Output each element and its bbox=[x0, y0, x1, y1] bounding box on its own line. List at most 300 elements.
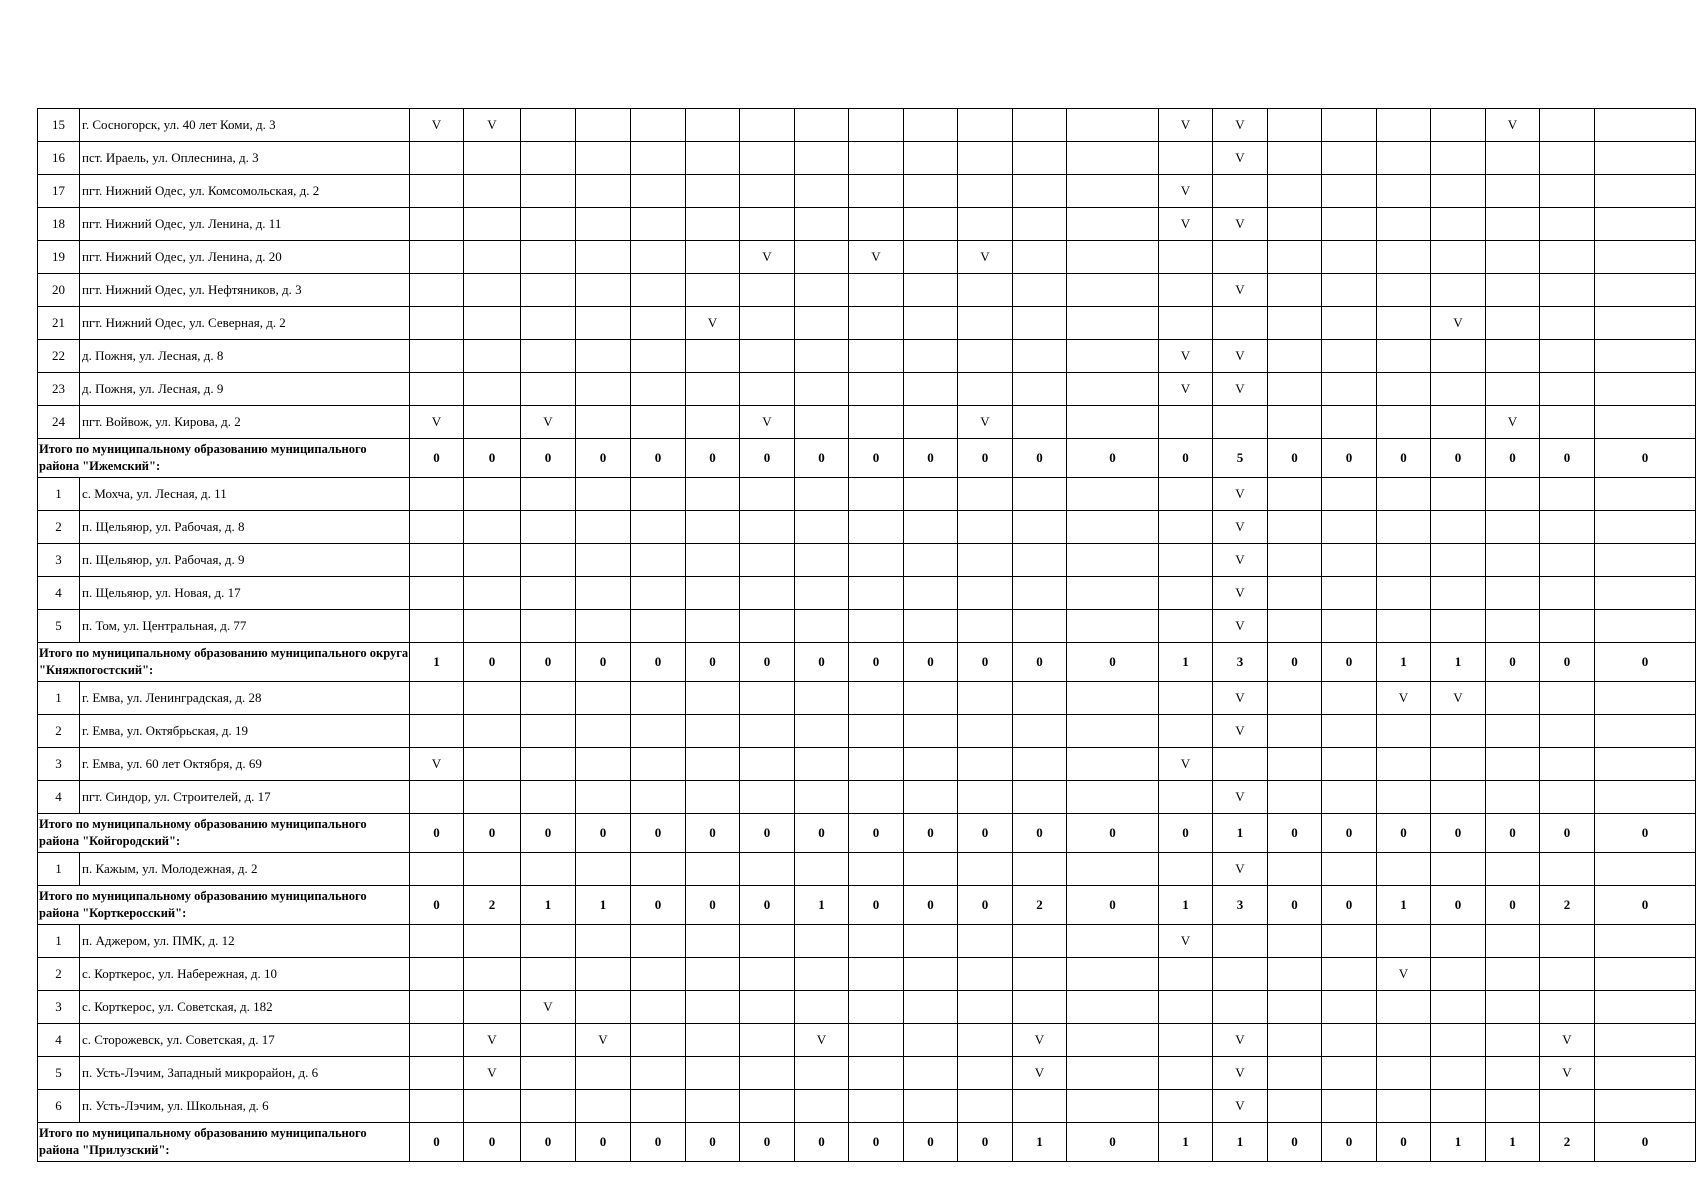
mark-cell bbox=[1159, 781, 1213, 814]
mark-cell bbox=[1159, 610, 1213, 643]
mark-cell bbox=[1013, 544, 1067, 577]
mark-cell bbox=[1159, 715, 1213, 748]
mark-cell bbox=[1213, 175, 1268, 208]
mark-cell bbox=[1540, 781, 1595, 814]
total-value-cell: 0 bbox=[521, 1123, 576, 1162]
mark-cell bbox=[849, 109, 904, 142]
mark-cell: V bbox=[576, 1024, 631, 1057]
mark-cell bbox=[795, 925, 849, 958]
row-number: 20 bbox=[38, 274, 80, 307]
mark-cell bbox=[1268, 610, 1322, 643]
mark-cell bbox=[1595, 577, 1696, 610]
mark-cell bbox=[1431, 610, 1486, 643]
table-row bbox=[38, 925, 1696, 958]
mark-cell bbox=[576, 610, 631, 643]
mark-cell bbox=[1431, 373, 1486, 406]
mark-cell bbox=[410, 307, 464, 340]
mark-cell: V bbox=[958, 406, 1013, 439]
mark-cell bbox=[1377, 1024, 1431, 1057]
mark-cell bbox=[1431, 142, 1486, 175]
total-value-cell: 0 bbox=[1013, 439, 1067, 478]
address-cell: п. Усть-Лэчим, Западный микрорайон, д. 6 bbox=[80, 1057, 410, 1090]
mark-cell bbox=[1067, 241, 1159, 274]
mark-cell bbox=[1322, 1057, 1377, 1090]
mark-cell bbox=[1159, 1024, 1213, 1057]
mark-cell bbox=[631, 991, 686, 1024]
mark-cell bbox=[958, 610, 1013, 643]
mark-cell bbox=[1431, 544, 1486, 577]
mark-cell bbox=[464, 274, 521, 307]
mark-cell bbox=[1013, 208, 1067, 241]
mark-cell bbox=[1322, 307, 1377, 340]
row-number: 3 bbox=[38, 991, 80, 1024]
mark-cell bbox=[1595, 748, 1696, 781]
mark-cell bbox=[795, 142, 849, 175]
mark-cell bbox=[1595, 853, 1696, 886]
mark-cell bbox=[464, 715, 521, 748]
total-value-cell: 0 bbox=[1268, 643, 1322, 682]
mark-cell bbox=[1377, 544, 1431, 577]
total-label: Итого по муниципальному образованию муниципального округа "Княжпогостский": bbox=[38, 643, 410, 682]
mark-cell bbox=[958, 208, 1013, 241]
mark-cell bbox=[1595, 682, 1696, 715]
total-value-cell: 3 bbox=[1213, 643, 1268, 682]
mark-cell bbox=[1377, 175, 1431, 208]
table-row bbox=[38, 544, 1696, 577]
mark-cell bbox=[1322, 781, 1377, 814]
mark-cell bbox=[795, 406, 849, 439]
table-row bbox=[38, 958, 1696, 991]
total-value-cell: 0 bbox=[686, 439, 740, 478]
mark-cell bbox=[576, 715, 631, 748]
mark-cell bbox=[464, 142, 521, 175]
mark-cell bbox=[410, 781, 464, 814]
mark-cell: V bbox=[1159, 373, 1213, 406]
mark-cell: V bbox=[1213, 781, 1268, 814]
mark-cell bbox=[1268, 682, 1322, 715]
mark-cell bbox=[1377, 241, 1431, 274]
total-value-cell: 3 bbox=[1213, 886, 1268, 925]
mark-cell bbox=[1268, 925, 1322, 958]
total-value-cell: 0 bbox=[576, 814, 631, 853]
mark-cell bbox=[1377, 478, 1431, 511]
mark-cell bbox=[1431, 274, 1486, 307]
total-value-cell: 0 bbox=[1595, 886, 1696, 925]
mark-cell bbox=[1067, 1024, 1159, 1057]
mark-cell bbox=[686, 340, 740, 373]
mark-cell bbox=[740, 142, 795, 175]
mark-cell bbox=[904, 307, 958, 340]
total-value-cell: 0 bbox=[521, 439, 576, 478]
mark-cell bbox=[1013, 142, 1067, 175]
total-value-cell: 0 bbox=[686, 1123, 740, 1162]
total-value-cell: 0 bbox=[1159, 814, 1213, 853]
table-row bbox=[38, 406, 1696, 439]
mark-cell bbox=[464, 958, 521, 991]
mark-cell bbox=[686, 511, 740, 544]
mark-cell bbox=[1431, 340, 1486, 373]
mark-cell bbox=[1067, 991, 1159, 1024]
mark-cell bbox=[576, 748, 631, 781]
mark-cell: V bbox=[1540, 1057, 1595, 1090]
total-value-cell: 0 bbox=[1540, 643, 1595, 682]
mark-cell bbox=[576, 1057, 631, 1090]
total-value-cell: 0 bbox=[576, 439, 631, 478]
mark-cell bbox=[521, 715, 576, 748]
mark-cell bbox=[849, 175, 904, 208]
total-value-cell: 0 bbox=[1268, 814, 1322, 853]
total-value-cell: 0 bbox=[1486, 886, 1540, 925]
mark-cell bbox=[1486, 142, 1540, 175]
mark-cell bbox=[904, 544, 958, 577]
mark-cell bbox=[521, 958, 576, 991]
total-value-cell: 0 bbox=[740, 1123, 795, 1162]
mark-cell bbox=[1431, 853, 1486, 886]
mark-cell bbox=[521, 577, 576, 610]
mark-cell bbox=[1540, 109, 1595, 142]
mark-cell bbox=[464, 307, 521, 340]
total-value-cell: 0 bbox=[410, 886, 464, 925]
mark-cell bbox=[1431, 241, 1486, 274]
mark-cell bbox=[576, 991, 631, 1024]
mark-cell bbox=[576, 544, 631, 577]
address-cell: д. Пожня, ул. Лесная, д. 9 bbox=[80, 373, 410, 406]
mark-cell bbox=[849, 958, 904, 991]
mark-cell bbox=[740, 715, 795, 748]
address-cell: с. Корткерос, ул. Советская, д. 182 bbox=[80, 991, 410, 1024]
address-cell: пгт. Нижний Одес, ул. Комсомольская, д. 2 bbox=[80, 175, 410, 208]
mark-cell bbox=[1486, 610, 1540, 643]
address-cell: г. Сосногорск, ул. 40 лет Коми, д. 3 bbox=[80, 109, 410, 142]
mark-cell bbox=[904, 142, 958, 175]
row-number: 2 bbox=[38, 511, 80, 544]
mark-cell: V bbox=[1159, 109, 1213, 142]
total-value-cell: 1 bbox=[521, 886, 576, 925]
mark-cell bbox=[631, 544, 686, 577]
mark-cell bbox=[849, 715, 904, 748]
mark-cell: V bbox=[795, 1024, 849, 1057]
total-value-cell: 0 bbox=[849, 886, 904, 925]
mark-cell bbox=[410, 478, 464, 511]
mark-cell bbox=[1067, 781, 1159, 814]
mark-cell bbox=[686, 241, 740, 274]
total-value-cell: 0 bbox=[1067, 814, 1159, 853]
mark-cell bbox=[686, 373, 740, 406]
total-value-cell: 0 bbox=[464, 1123, 521, 1162]
mark-cell: V bbox=[1213, 274, 1268, 307]
mark-cell bbox=[576, 1090, 631, 1123]
mark-cell bbox=[904, 682, 958, 715]
mark-cell: V bbox=[1159, 208, 1213, 241]
mark-cell bbox=[740, 1090, 795, 1123]
mark-cell bbox=[1486, 340, 1540, 373]
total-value-cell: 0 bbox=[1431, 886, 1486, 925]
total-value-cell: 0 bbox=[1322, 439, 1377, 478]
row-number: 3 bbox=[38, 748, 80, 781]
mark-cell bbox=[521, 373, 576, 406]
row-number: 22 bbox=[38, 340, 80, 373]
mark-cell bbox=[1159, 991, 1213, 1024]
mark-cell bbox=[686, 274, 740, 307]
mark-cell bbox=[631, 853, 686, 886]
mark-cell bbox=[1540, 142, 1595, 175]
mark-cell bbox=[740, 478, 795, 511]
mark-cell bbox=[1486, 715, 1540, 748]
mark-cell bbox=[1013, 577, 1067, 610]
mark-cell bbox=[410, 175, 464, 208]
mark-cell bbox=[958, 1057, 1013, 1090]
total-value-cell: 0 bbox=[740, 814, 795, 853]
address-cell: п. Кажым, ул. Молодежная, д. 2 bbox=[80, 853, 410, 886]
mark-cell bbox=[1322, 715, 1377, 748]
mark-cell bbox=[521, 175, 576, 208]
mark-cell bbox=[631, 925, 686, 958]
mark-cell bbox=[1213, 406, 1268, 439]
mark-cell bbox=[1067, 682, 1159, 715]
mark-cell bbox=[1486, 925, 1540, 958]
total-value-cell: 2 bbox=[1540, 1123, 1595, 1162]
mark-cell bbox=[1067, 748, 1159, 781]
mark-cell bbox=[1431, 715, 1486, 748]
total-value-cell: 0 bbox=[410, 1123, 464, 1162]
mark-cell bbox=[1159, 241, 1213, 274]
mark-cell bbox=[1486, 1057, 1540, 1090]
mark-cell bbox=[1540, 577, 1595, 610]
mark-cell bbox=[1268, 478, 1322, 511]
mark-cell bbox=[576, 241, 631, 274]
mark-cell bbox=[410, 958, 464, 991]
address-cell: п. Щельяюр, ул. Рабочая, д. 8 bbox=[80, 511, 410, 544]
table-row bbox=[38, 577, 1696, 610]
mark-cell bbox=[631, 1090, 686, 1123]
mark-cell bbox=[1486, 1024, 1540, 1057]
mark-cell bbox=[1486, 373, 1540, 406]
mark-cell bbox=[1268, 958, 1322, 991]
mark-cell bbox=[958, 478, 1013, 511]
table-row bbox=[38, 208, 1696, 241]
mark-cell bbox=[1431, 577, 1486, 610]
total-value-cell: 0 bbox=[1431, 439, 1486, 478]
mark-cell bbox=[1322, 610, 1377, 643]
mark-cell bbox=[958, 853, 1013, 886]
mark-cell bbox=[1431, 991, 1486, 1024]
mark-cell bbox=[1322, 991, 1377, 1024]
mark-cell bbox=[1067, 853, 1159, 886]
mark-cell bbox=[1322, 478, 1377, 511]
total-value-cell: 0 bbox=[1067, 643, 1159, 682]
mark-cell bbox=[576, 958, 631, 991]
mark-cell bbox=[1159, 577, 1213, 610]
table-row bbox=[38, 373, 1696, 406]
mark-cell bbox=[464, 853, 521, 886]
total-value-cell: 1 bbox=[410, 643, 464, 682]
mark-cell bbox=[795, 577, 849, 610]
mark-cell bbox=[1377, 307, 1431, 340]
mark-cell bbox=[631, 1057, 686, 1090]
mark-cell bbox=[1540, 610, 1595, 643]
mark-cell bbox=[631, 610, 686, 643]
total-value-cell: 0 bbox=[1595, 439, 1696, 478]
mark-cell bbox=[1067, 175, 1159, 208]
address-cell: пст. Ираель, ул. Оплеснина, д. 3 bbox=[80, 142, 410, 175]
total-value-cell: 0 bbox=[1595, 814, 1696, 853]
mark-cell bbox=[410, 241, 464, 274]
mark-cell bbox=[904, 274, 958, 307]
mark-cell bbox=[740, 340, 795, 373]
total-value-cell: 0 bbox=[904, 643, 958, 682]
total-value-cell: 0 bbox=[464, 439, 521, 478]
mark-cell bbox=[1377, 373, 1431, 406]
mark-cell: V bbox=[1213, 853, 1268, 886]
mark-cell bbox=[1540, 340, 1595, 373]
mark-cell bbox=[740, 1057, 795, 1090]
mark-cell bbox=[1159, 1090, 1213, 1123]
mark-cell bbox=[1213, 991, 1268, 1024]
mark-cell bbox=[521, 307, 576, 340]
mark-cell bbox=[1013, 406, 1067, 439]
mark-cell: V bbox=[1377, 682, 1431, 715]
mark-cell bbox=[1540, 991, 1595, 1024]
mark-cell bbox=[849, 511, 904, 544]
total-value-cell: 1 bbox=[1013, 1123, 1067, 1162]
mark-cell bbox=[1013, 373, 1067, 406]
mark-cell: V bbox=[1540, 1024, 1595, 1057]
total-value-cell: 0 bbox=[410, 439, 464, 478]
mark-cell bbox=[576, 478, 631, 511]
mark-cell bbox=[795, 175, 849, 208]
mark-cell bbox=[795, 274, 849, 307]
mark-cell bbox=[795, 307, 849, 340]
mark-cell bbox=[1486, 748, 1540, 781]
total-row bbox=[38, 643, 1696, 682]
mark-cell bbox=[521, 511, 576, 544]
mark-cell bbox=[1540, 1090, 1595, 1123]
total-value-cell: 1 bbox=[1486, 1123, 1540, 1162]
mark-cell bbox=[631, 781, 686, 814]
address-cell: г. Емва, ул. Октябрьская, д. 19 bbox=[80, 715, 410, 748]
mark-cell: V bbox=[1159, 925, 1213, 958]
mark-cell: V bbox=[958, 241, 1013, 274]
mark-cell bbox=[1595, 307, 1696, 340]
mark-cell bbox=[958, 109, 1013, 142]
total-value-cell: 0 bbox=[631, 1123, 686, 1162]
mark-cell bbox=[1540, 544, 1595, 577]
mark-cell bbox=[1377, 1090, 1431, 1123]
mark-cell bbox=[686, 1090, 740, 1123]
mark-cell bbox=[686, 748, 740, 781]
mark-cell bbox=[1595, 1090, 1696, 1123]
mark-cell: V bbox=[464, 109, 521, 142]
total-value-cell: 0 bbox=[904, 439, 958, 478]
mark-cell bbox=[1595, 511, 1696, 544]
mark-cell bbox=[686, 208, 740, 241]
mark-cell: V bbox=[464, 1024, 521, 1057]
mark-cell bbox=[904, 478, 958, 511]
mark-cell bbox=[1322, 175, 1377, 208]
total-value-cell: 2 bbox=[464, 886, 521, 925]
mark-cell bbox=[904, 715, 958, 748]
mark-cell bbox=[1067, 577, 1159, 610]
mark-cell bbox=[1377, 511, 1431, 544]
total-value-cell: 0 bbox=[958, 643, 1013, 682]
mark-cell bbox=[1431, 406, 1486, 439]
mark-cell bbox=[1268, 853, 1322, 886]
total-label: Итого по муниципальному образованию муниципального района "Койгородский": bbox=[38, 814, 410, 853]
mark-cell bbox=[904, 109, 958, 142]
mark-cell bbox=[521, 610, 576, 643]
total-value-cell: 0 bbox=[1595, 1123, 1696, 1162]
mark-cell bbox=[686, 478, 740, 511]
row-number: 5 bbox=[38, 1057, 80, 1090]
total-value-cell: 0 bbox=[1377, 439, 1431, 478]
total-value-cell: 0 bbox=[1431, 814, 1486, 853]
mark-cell bbox=[631, 748, 686, 781]
mark-cell bbox=[410, 142, 464, 175]
mark-cell bbox=[1377, 781, 1431, 814]
total-value-cell: 0 bbox=[1013, 814, 1067, 853]
mark-cell bbox=[464, 340, 521, 373]
mark-cell: V bbox=[1213, 373, 1268, 406]
total-value-cell: 0 bbox=[631, 439, 686, 478]
mark-cell bbox=[631, 142, 686, 175]
total-value-cell: 0 bbox=[1322, 1123, 1377, 1162]
table-row bbox=[38, 1090, 1696, 1123]
total-value-cell: 0 bbox=[740, 886, 795, 925]
mark-cell bbox=[958, 142, 1013, 175]
mark-cell bbox=[1268, 715, 1322, 748]
mark-cell bbox=[1431, 925, 1486, 958]
mark-cell bbox=[1013, 307, 1067, 340]
row-number: 21 bbox=[38, 307, 80, 340]
mark-cell bbox=[958, 715, 1013, 748]
mark-cell bbox=[1486, 853, 1540, 886]
mark-cell bbox=[740, 925, 795, 958]
mark-cell bbox=[740, 175, 795, 208]
mark-cell bbox=[795, 544, 849, 577]
mark-cell bbox=[631, 373, 686, 406]
mark-cell bbox=[1540, 682, 1595, 715]
mark-cell bbox=[1486, 175, 1540, 208]
mark-cell bbox=[1067, 544, 1159, 577]
mark-cell bbox=[795, 1090, 849, 1123]
mark-cell bbox=[795, 958, 849, 991]
mark-cell bbox=[849, 208, 904, 241]
mark-cell bbox=[849, 991, 904, 1024]
total-value-cell: 0 bbox=[1322, 814, 1377, 853]
mark-cell bbox=[740, 544, 795, 577]
mark-cell bbox=[1322, 544, 1377, 577]
mark-cell bbox=[1013, 109, 1067, 142]
total-value-cell: 0 bbox=[1013, 643, 1067, 682]
mark-cell bbox=[795, 682, 849, 715]
total-value-cell: 1 bbox=[1159, 643, 1213, 682]
mark-cell bbox=[576, 925, 631, 958]
address-cell: п. Том, ул. Центральная, д. 77 bbox=[80, 610, 410, 643]
mark-cell bbox=[1431, 1024, 1486, 1057]
mark-cell bbox=[740, 511, 795, 544]
mark-cell bbox=[904, 208, 958, 241]
mark-cell bbox=[740, 208, 795, 241]
mark-cell bbox=[849, 781, 904, 814]
mark-cell: V bbox=[1431, 307, 1486, 340]
mark-cell bbox=[1486, 577, 1540, 610]
mark-cell bbox=[1322, 853, 1377, 886]
mark-cell bbox=[1013, 748, 1067, 781]
mark-cell: V bbox=[1213, 1090, 1268, 1123]
mark-cell bbox=[958, 577, 1013, 610]
mark-cell bbox=[686, 109, 740, 142]
mark-cell bbox=[795, 748, 849, 781]
